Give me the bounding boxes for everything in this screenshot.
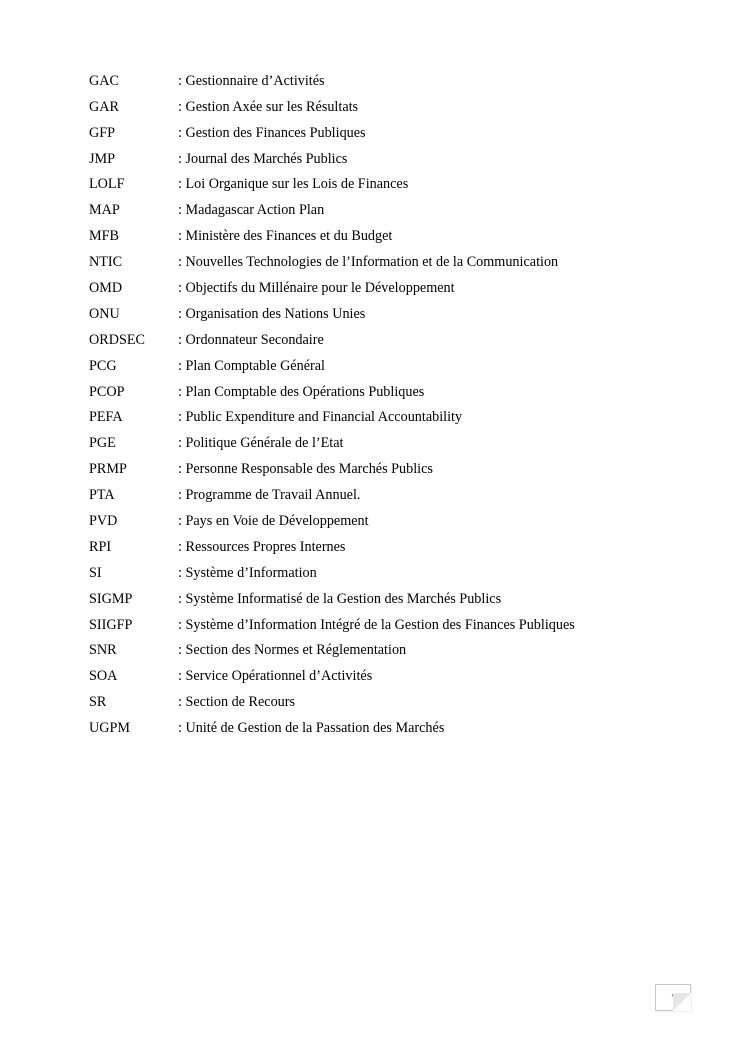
abbreviation-term: UGPM bbox=[89, 720, 130, 737]
abbreviation-definition: : Système d’Information Intégré de la Gestion des Finances Publiques bbox=[178, 616, 575, 633]
abbreviation-definition: : Section des Normes et Réglementation bbox=[178, 642, 407, 659]
abbreviation-term: NTIC bbox=[89, 254, 123, 271]
abbreviation-term: ORDSEC bbox=[89, 331, 145, 348]
abbreviation-row bbox=[89, 94, 689, 120]
abbreviation-term: SI bbox=[89, 564, 102, 581]
abbreviation-definition: : Journal des Marchés Publics bbox=[178, 150, 348, 167]
abbreviation-row bbox=[89, 197, 689, 223]
abbreviation-definition: : Ressources Propres Internes bbox=[178, 538, 346, 555]
abbreviation-row bbox=[89, 120, 689, 146]
abbreviation-term: SNR bbox=[89, 642, 117, 659]
page-number-box bbox=[655, 984, 691, 1011]
abbreviation-definition: : Système Informatisé de la Gestion des Marchés Publics bbox=[178, 590, 502, 607]
abbreviation-row bbox=[89, 275, 689, 301]
abbreviation-row bbox=[89, 456, 689, 482]
abbreviation-definition: : Personne Responsable des Marchés Publics bbox=[178, 461, 433, 478]
abbreviation-term: GAC bbox=[89, 72, 119, 89]
abbreviation-definition: : Plan Comptable des Opérations Publiques bbox=[178, 383, 425, 400]
abbreviation-definition: : Pays en Voie de Développement bbox=[178, 512, 369, 529]
abbreviation-list bbox=[89, 68, 689, 741]
abbreviation-term: SIIGFP bbox=[89, 616, 133, 633]
abbreviation-definition: : Section de Recours bbox=[178, 694, 296, 711]
abbreviation-definition: : Unité de Gestion de la Passation des Marchés bbox=[178, 720, 445, 737]
abbreviation-definition: : Système d’Information bbox=[178, 564, 317, 581]
abbreviation-row bbox=[89, 638, 689, 664]
abbreviation-row bbox=[89, 146, 689, 172]
abbreviation-term: ONU bbox=[89, 305, 120, 322]
page-number: v bbox=[671, 991, 677, 1001]
abbreviation-definition: : Politique Générale de l’Etat bbox=[178, 435, 344, 452]
abbreviation-definition: : Service Opérationnel d’Activités bbox=[178, 668, 373, 685]
abbreviation-definition: : Gestion des Finances Publiques bbox=[178, 124, 366, 141]
abbreviation-row bbox=[89, 689, 689, 715]
abbreviation-row bbox=[89, 68, 689, 94]
abbreviation-term: OMD bbox=[89, 279, 123, 296]
abbreviation-definition: : Gestionnaire d’Activités bbox=[178, 72, 325, 89]
abbreviation-row bbox=[89, 379, 689, 405]
abbreviation-term: SIGMP bbox=[89, 590, 133, 607]
abbreviation-term: SOA bbox=[89, 668, 118, 685]
abbreviation-row bbox=[89, 508, 689, 534]
abbreviation-definition: : Public Expenditure and Financial Accountability bbox=[178, 409, 463, 426]
abbreviation-row bbox=[89, 223, 689, 249]
abbreviation-definition: : Objectifs du Millénaire pour le Développement bbox=[178, 279, 455, 296]
abbreviation-definition: : Programme de Travail Annuel. bbox=[178, 487, 361, 504]
abbreviation-row bbox=[89, 327, 689, 353]
abbreviation-row bbox=[89, 560, 689, 586]
abbreviation-term: PTA bbox=[89, 487, 115, 504]
abbreviation-term: JMP bbox=[89, 150, 116, 167]
abbreviation-term: PCOP bbox=[89, 383, 125, 400]
abbreviation-row bbox=[89, 482, 689, 508]
abbreviation-term: MAP bbox=[89, 202, 120, 219]
abbreviation-row bbox=[89, 534, 689, 560]
abbreviation-term: LOLF bbox=[89, 176, 125, 193]
abbreviation-definition: : Loi Organique sur les Lois de Finances bbox=[178, 176, 409, 193]
page-curl-icon bbox=[673, 993, 691, 1011]
abbreviation-row bbox=[89, 430, 689, 456]
abbreviation-term: PEFA bbox=[89, 409, 123, 426]
abbreviation-definition: : Ministère des Finances et du Budget bbox=[178, 228, 393, 245]
abbreviation-term: RPI bbox=[89, 538, 112, 555]
abbreviation-definition: : Gestion Axée sur les Résultats bbox=[178, 98, 359, 115]
abbreviation-term: PRMP bbox=[89, 461, 127, 478]
abbreviation-row bbox=[89, 249, 689, 275]
abbreviation-row bbox=[89, 405, 689, 431]
abbreviation-term: GFP bbox=[89, 124, 116, 141]
abbreviation-term: PVD bbox=[89, 512, 118, 529]
abbreviation-definition: : Organisation des Nations Unies bbox=[178, 305, 366, 322]
abbreviation-row bbox=[89, 663, 689, 689]
abbreviation-row bbox=[89, 301, 689, 327]
abbreviation-term: MFB bbox=[89, 228, 119, 245]
abbreviation-term: SR bbox=[89, 694, 107, 711]
abbreviation-row bbox=[89, 715, 689, 741]
abbreviation-definition: : Nouvelles Technologies de l’Information et de la Communication bbox=[178, 254, 559, 271]
abbreviation-definition: : Plan Comptable Général bbox=[178, 357, 325, 374]
abbreviation-row bbox=[89, 172, 689, 198]
abbreviation-row bbox=[89, 353, 689, 379]
abbreviation-definition: : Madagascar Action Plan bbox=[178, 202, 325, 219]
abbreviation-row bbox=[89, 612, 689, 638]
abbreviation-term: PGE bbox=[89, 435, 116, 452]
abbreviation-row bbox=[89, 586, 689, 612]
abbreviation-term: PCG bbox=[89, 357, 117, 374]
abbreviation-term: GAR bbox=[89, 98, 119, 115]
abbreviation-definition: : Ordonnateur Secondaire bbox=[178, 331, 324, 348]
